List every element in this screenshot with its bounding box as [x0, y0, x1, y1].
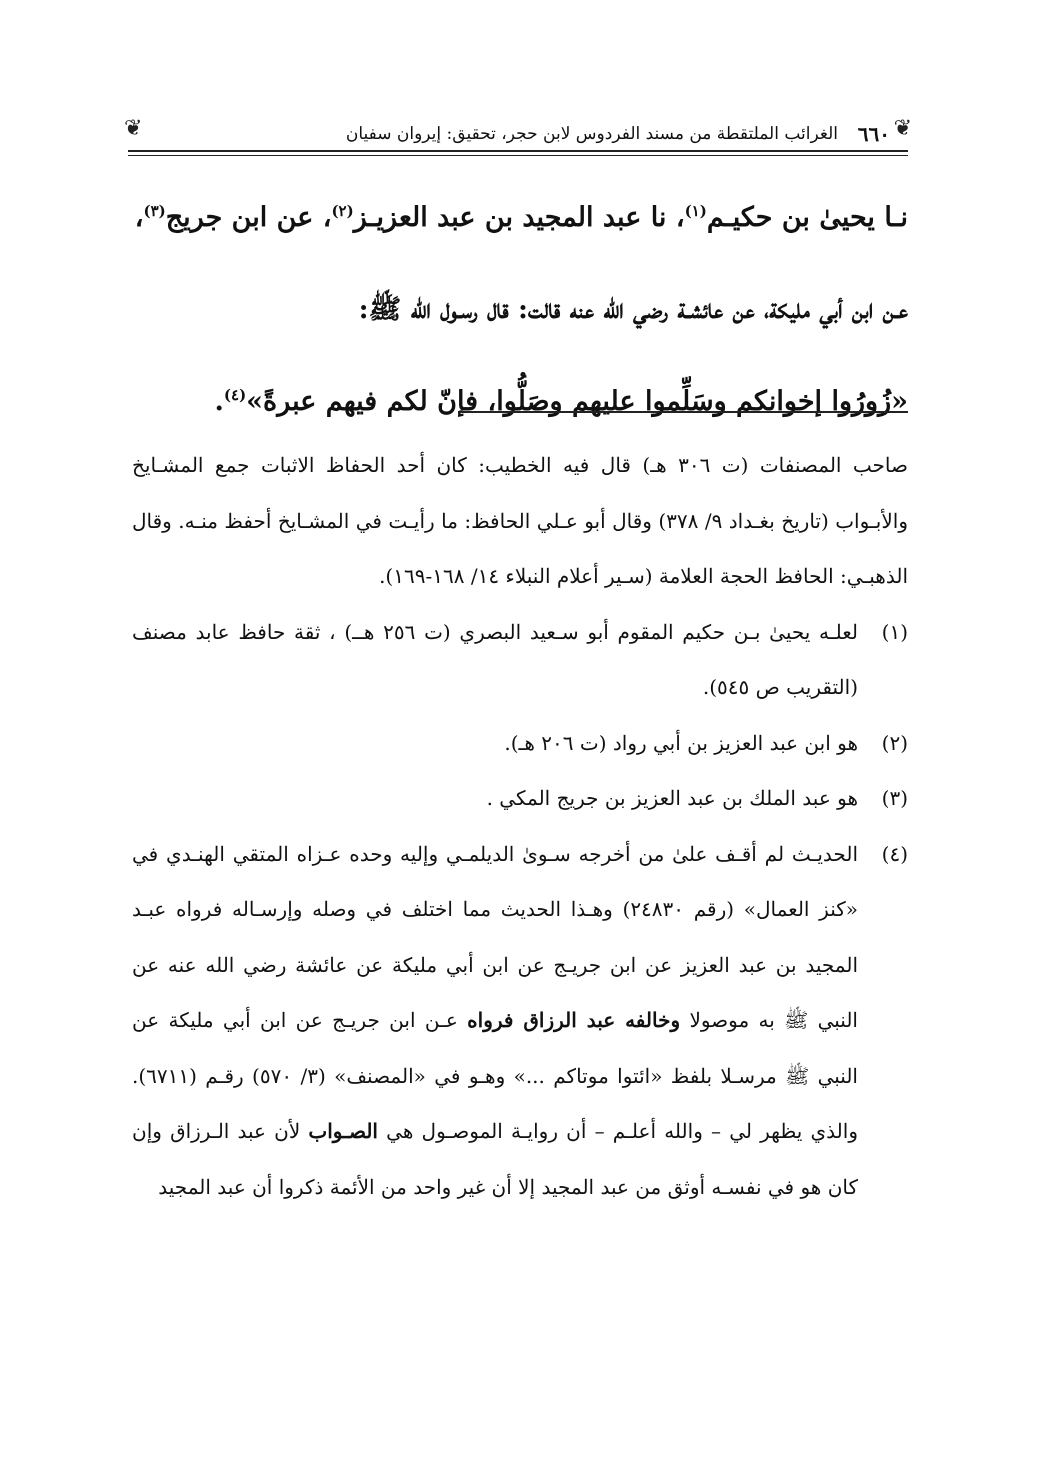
footnote-number: (٢) — [881, 730, 908, 755]
footnotes — [132, 438, 908, 1215]
footnote-number: (١) — [881, 619, 908, 644]
chain-text: ، نا عبد المجيد بن عبد العزيـز — [353, 202, 685, 233]
hadith-end: . — [214, 386, 224, 417]
footnote-text: هو عبد الملك بن عبد العزيز بن جريج المكي . — [486, 786, 858, 810]
footnote-1 — [132, 605, 908, 716]
chain-text: نـا يحيىٰ بن حكيـم — [706, 202, 908, 233]
footnote-ref-4[interactable]: (٤) — [223, 386, 247, 404]
footnote-ref-2[interactable]: (٢) — [331, 202, 354, 220]
hadith-text: «زُورُوا إخوانكم وسَلِّموا عليهم وصَلُّوا، فإنّ لكم فيهم عبرةً» — [246, 386, 908, 417]
main-line-1 — [132, 172, 908, 264]
footnote-3 — [132, 771, 908, 827]
ornament-right-icon: ❦ — [893, 116, 912, 141]
footnote-number: (٤) — [881, 841, 908, 866]
footnote-ref-1[interactable]: (١) — [684, 202, 707, 220]
footnote-separator — [458, 411, 908, 413]
chain-text: ، — [134, 202, 144, 233]
running-title: الغرائب الملتقطة من مسند الفردوس لابن حجر، تحقيق: إيروان سفيان — [345, 124, 838, 144]
footnote-bold-text: الصـواب — [308, 1119, 378, 1143]
footnote-continuation: صاحب المصنفات (ت ٣٠٦ هـ) قال فيه الخطيب: كان أحد الحفاظ الاثبات جمع المشـايخ والأبـواب (تاريخ بغـداد ٩/ ٣٧٨) وقال أبو عـلي الحافظ: ما رأيـت في المشـايخ أحفظ منـه. وقال الذهبـي: الحافظ الحجة العلامة (سـير أعلام النبلاء ١٤/ ١٦٨-١٦٩). — [132, 453, 908, 588]
main-line-2: عـن ابن أبي مليكة، عن عائشـة رضي الله عنه قالت: قال رسـول الله ﷺ: — [358, 294, 908, 325]
footnote-text: لعلـه يحيىٰ بـن حكيم المقوم أبو سـعيد البصري (ت ٢٥٦ هــ) ، ثقة حافظ عابد مصنف (التقريب ص ٥٤٥). — [132, 619, 858, 699]
header-rule — [128, 150, 908, 152]
footnote-text: عـن ابن جريـج عن ابن أبي مليكة عن النبي ﷺ مرسـلا بلفظ «ائتوا موتاكم ...» وهـو في «المصنف» (٣/ ٥٧٠) رقـم (٦٧١١). والذي يظهر لي – والله أعلـم – أن روايـة الموصـول هي — [132, 1008, 858, 1143]
footnote-4 — [132, 827, 908, 1216]
main-text — [132, 172, 908, 448]
running-header — [124, 116, 912, 152]
footnote-text: الحديـث لم أقـف علىٰ من أخرجه سـوىٰ الديلمـي وإليه وحده عـزاه المتقي الهنـدي في «كنز العمال» (رقم ٢٤٨٣٠) وهـذا الحديث مما اختلف في وصله وإرسـاله فرواه عبـد المجيد بن عبد العزيز عن ابن جريـج عن ابن أبي مليكة عن عائشة رضي الله عنه عن النبي ﷺ به موصولا — [132, 841, 858, 1032]
footnote-2 — [132, 716, 908, 772]
header-rule-thin — [128, 155, 908, 156]
ornament-left-icon: ❦ — [124, 116, 143, 141]
footnote-ref-3[interactable]: (٣) — [143, 202, 166, 220]
footnote-bold-text: وخالفه عبد الرزاق فرواه — [467, 1008, 681, 1032]
main-line-3 — [132, 356, 908, 448]
footnote-number: (٣) — [881, 786, 908, 810]
footnote-text: هو ابن عبد العزيز بن أبي رواد (ت ٢٠٦ هـ). — [504, 730, 858, 755]
footnote-text: لأن عبد الـرزاق وإن كان هو في نفسـه أوثق من عبد المجيد إلا أن غير واحد من الأئمة ذكروا أن عبد المجيد — [132, 1119, 858, 1199]
page-number: ٦٦٠ — [857, 122, 890, 146]
chain-text: ، عن ابن جريج — [165, 202, 332, 233]
